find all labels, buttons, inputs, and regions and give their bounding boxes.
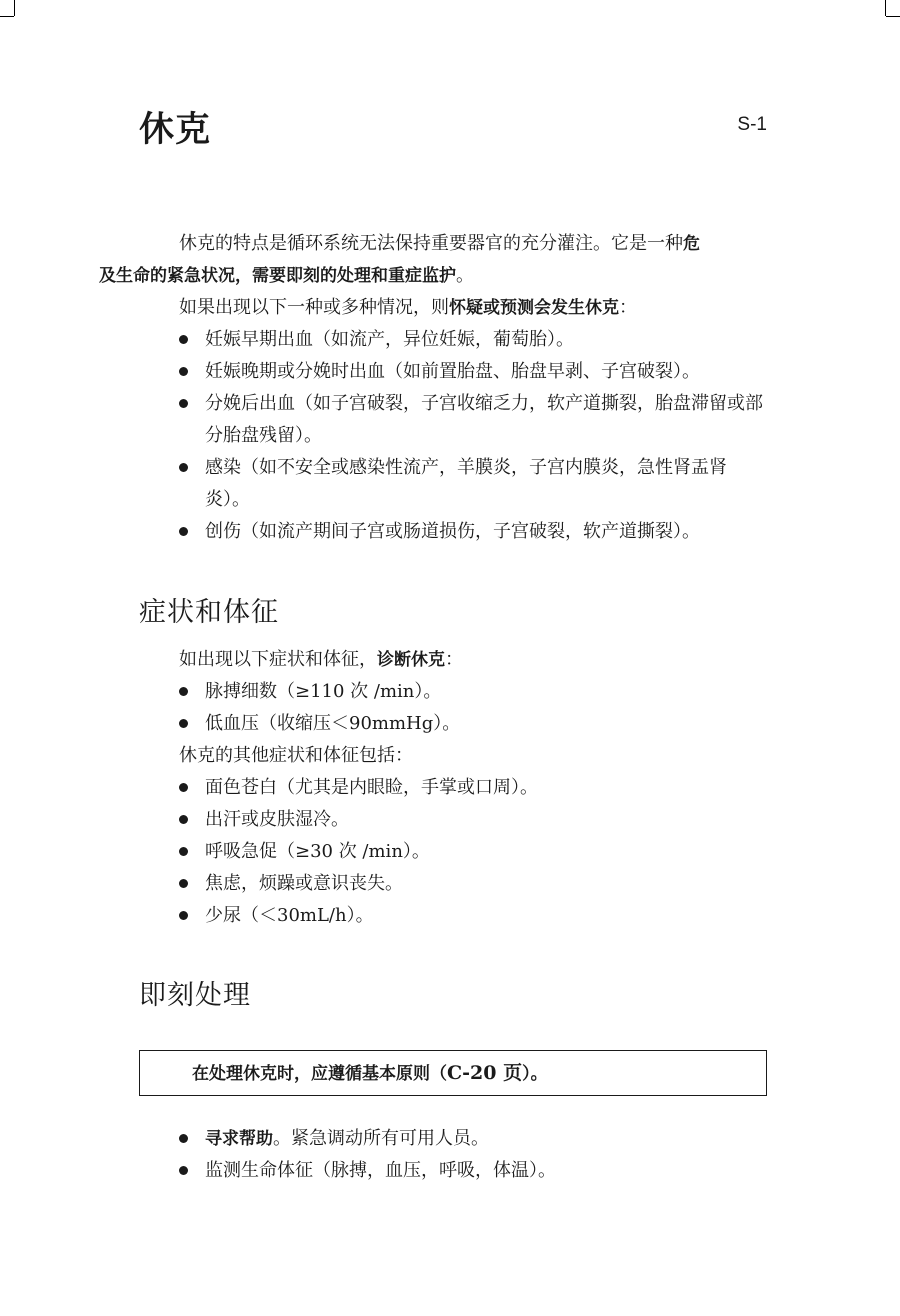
- list-item-text: 创伤（如流产期间子宫或肠道损伤，子宫破裂，软产道撕裂）。: [205, 521, 700, 542]
- list-item: [179, 324, 769, 356]
- list-item: [179, 1123, 769, 1155]
- list-item-text: 监测生命体征（脉搏，血压，呼吸，体温）。: [205, 1160, 556, 1181]
- suspect-text: 如果出现以下一种或多种情况，则: [179, 297, 449, 318]
- diagnose-emphasis: 诊断休克: [377, 650, 445, 670]
- intro-emphasis-1: 危: [683, 234, 700, 254]
- page-number: S-1: [737, 114, 767, 135]
- intro-paragraph: [99, 228, 767, 292]
- list-item: [179, 900, 769, 932]
- list-item-text: 分娩后出血（如子宫破裂，子宫收缩乏力，软产道撕裂，胎盘滞留或部分胎盘残留）。: [205, 393, 763, 446]
- intro-period: 。: [456, 265, 474, 286]
- diagnose-paragraph: [139, 644, 767, 676]
- principles-note-end: ）。: [522, 1064, 548, 1084]
- list-item: [179, 356, 769, 388]
- list-item: [179, 516, 769, 548]
- list-item-emphasis: 寻求帮助: [205, 1129, 273, 1149]
- bullet-icon: [179, 687, 188, 696]
- list-item-text: 。紧急调动所有可用人员。: [273, 1128, 489, 1149]
- principles-note-text: 在处理休克时，应遵循基本原则（: [192, 1064, 447, 1084]
- list-item-text: 脉搏细数（≥110 次 /min）。: [205, 681, 442, 702]
- page-header: [139, 102, 767, 152]
- bullet-icon: [179, 783, 188, 792]
- list-item-text: 少尿（＜30mL/h）。: [205, 905, 374, 926]
- list-item: [179, 804, 769, 836]
- page-reference: C-20 页: [447, 1062, 523, 1084]
- list-item-text: 出汗或皮肤湿冷。: [205, 809, 349, 830]
- bullet-icon: [179, 719, 188, 728]
- intro-text: 休克的特点是循环系统无法保持重要器官的充分灌注。它是一种: [179, 233, 683, 254]
- bullet-icon: [179, 879, 188, 888]
- list-item: [179, 772, 769, 804]
- list-item-text: 面色苍白（尤其是内眼睑，手掌或口周）。: [205, 777, 538, 798]
- list-item-text: 妊娠早期出血（如流产，异位妊娠，葡萄胎）。: [205, 329, 574, 350]
- list-item: [179, 1155, 769, 1187]
- diagnose-text: 如出现以下症状和体征，: [179, 649, 377, 670]
- bullet-icon: [179, 1166, 188, 1175]
- crop-mark-top-left-v: [14, 0, 15, 16]
- page-title: 休克: [139, 110, 212, 150]
- crop-mark-top-left: [0, 16, 14, 17]
- other-signs-paragraph: 休克的其他症状和体征包括：: [179, 745, 413, 766]
- list-item: [179, 836, 769, 868]
- crop-mark-top-right: [886, 16, 900, 17]
- bullet-icon: [179, 335, 188, 344]
- list-item-text: 妊娠晚期或分娩时出血（如前置胎盘、胎盘早剥、子宫破裂）。: [205, 361, 700, 382]
- list-item: [179, 708, 769, 740]
- bullet-icon: [179, 367, 188, 376]
- section-heading-immediate: 即刻处理: [139, 980, 251, 1011]
- suspect-emphasis: 怀疑或预测会发生休克: [449, 298, 619, 318]
- principles-note-box: [139, 1050, 767, 1096]
- bullet-icon: [179, 527, 188, 536]
- bullet-icon: [179, 1134, 188, 1143]
- list-item: [179, 868, 769, 900]
- list-item-text: 感染（如不安全或感染性流产，羊膜炎，子宫内膜炎，急性肾盂肾炎）。: [205, 457, 727, 510]
- list-item-text: 呼吸急促（≥30 次 /min）。: [205, 841, 430, 862]
- crop-mark-top-right-v: [885, 0, 886, 16]
- suspect-paragraph: [139, 292, 767, 324]
- bullet-icon: [179, 399, 188, 408]
- list-item: [179, 388, 769, 452]
- bullet-icon: [179, 911, 188, 920]
- bullet-icon: [179, 463, 188, 472]
- list-item-text: 低血压（收缩压＜90mmHg）。: [205, 713, 461, 734]
- list-item-text: 焦虑，烦躁或意识丧失。: [205, 873, 403, 894]
- principles-note: [192, 1060, 548, 1087]
- intro-emphasis-2: 及生命的紧急状况，需要即刻的处理和重症监护: [99, 266, 456, 286]
- diagnose-colon: ：: [445, 649, 463, 670]
- bullet-icon: [179, 815, 188, 824]
- suspect-colon: ：: [619, 297, 637, 318]
- section-heading-symptoms: 症状和体征: [139, 597, 279, 628]
- list-item: [179, 676, 769, 708]
- bullet-icon: [179, 847, 188, 856]
- list-item: [179, 452, 769, 516]
